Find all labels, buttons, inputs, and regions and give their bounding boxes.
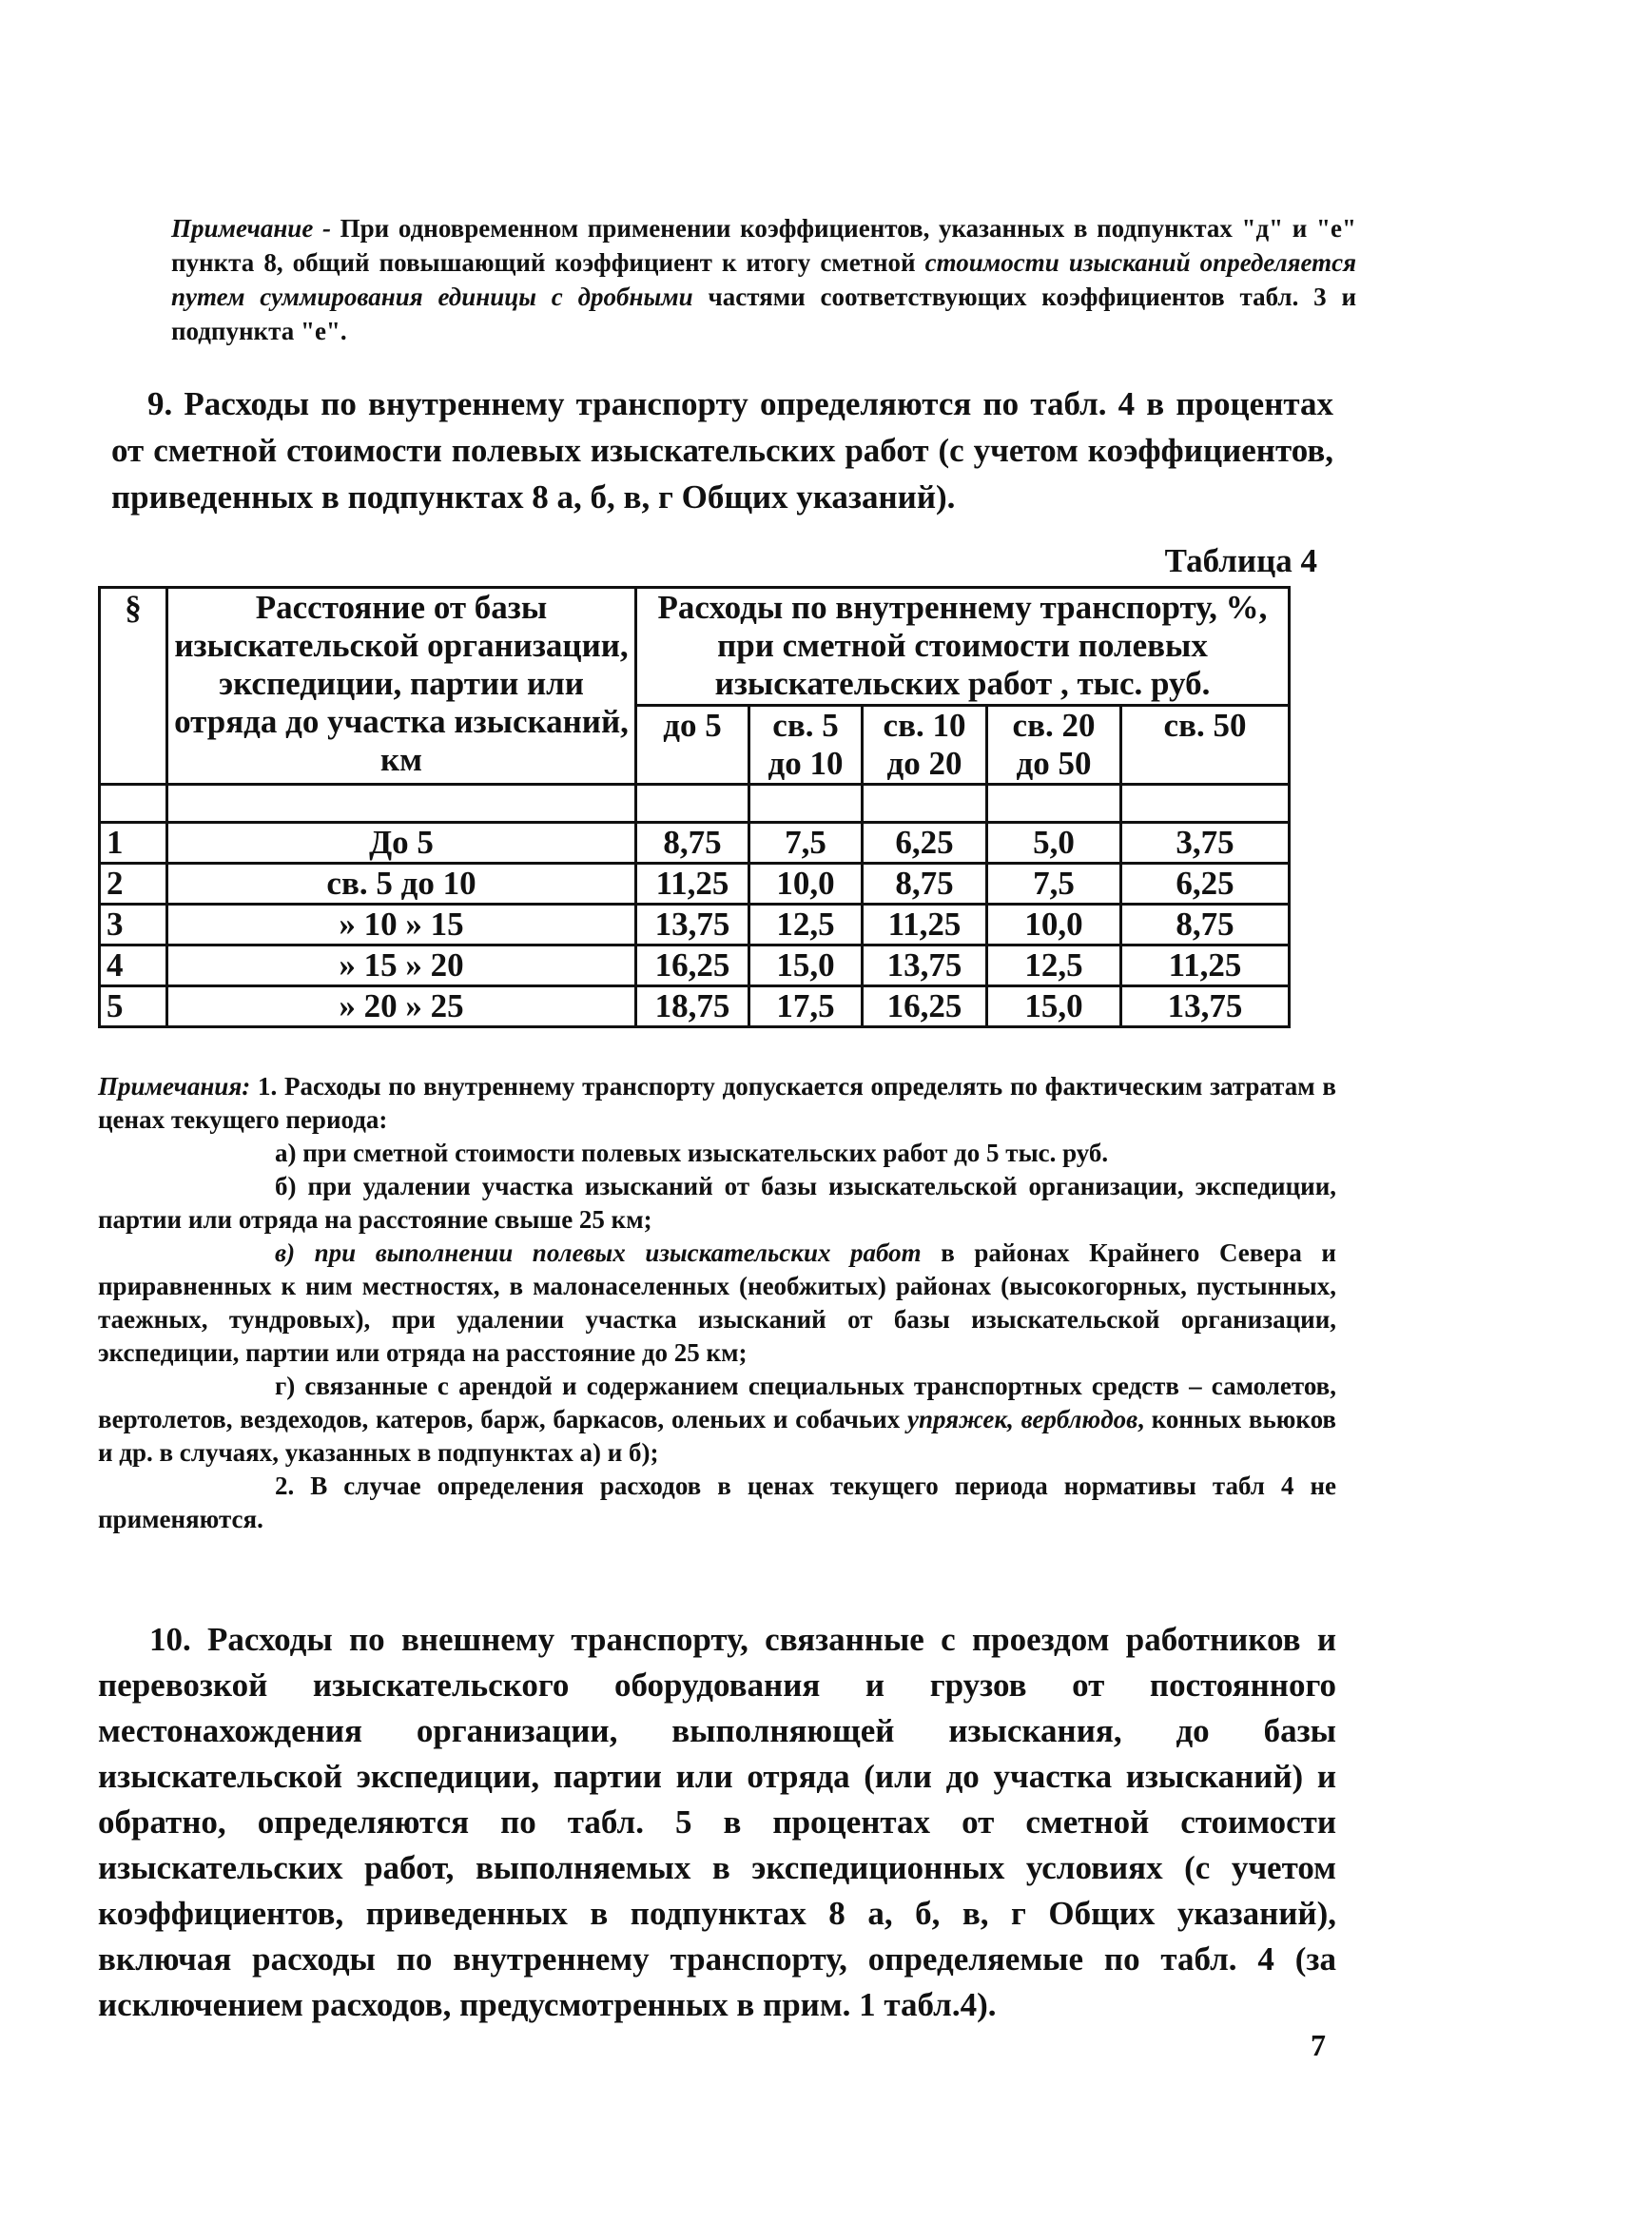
row-number: 5 [100, 986, 167, 1027]
table-row [100, 823, 1290, 864]
note-1d-text: г) связанные с арендой и содержанием специальных транспортных средств – самолетов, вертолетов, вездеходов, катеров, барж, баркасов, оленьих и собачьих [98, 1372, 1336, 1433]
note-label: Примечание - [171, 214, 331, 243]
col-costs-header: Расходы по внутреннему транспорту, %, при сметной стоимости полевых изыскательских работ , тыс. руб. [636, 588, 1290, 706]
row-value: 3,75 [1121, 823, 1290, 864]
row-number: 2 [100, 864, 167, 905]
row-value: 11,25 [863, 905, 987, 945]
notes-label: Примечания: [98, 1072, 251, 1101]
note-1a: а) при сметной стоимости полевых изыскательских работ до 5 тыс. руб. [275, 1139, 1109, 1167]
row-value: 17,5 [749, 986, 863, 1027]
subcol-header: св. 50 [1121, 706, 1290, 785]
row-value: 13,75 [863, 945, 987, 986]
row-number: 3 [100, 905, 167, 945]
note-2: 2. В случае определения расходов в ценах текущего периода нормативы табл 4 не применяются. [98, 1472, 1336, 1533]
note-1b: б) при удалении участка изысканий от базы изыскательской организации, экспедиции, партии или отряда на расстояние свыше 25 км; [98, 1172, 1336, 1234]
note-1c-text: в районах Крайнего Севера и приравненных к ним местностях, в малонаселенных (необжитых) районах (высокогорных, пустынных, таежных, тундровых), при удалении участка изысканий от базы изыскательской организации, экспедиции, партии или отряда на расстояние до 25 км; [98, 1238, 1336, 1367]
table-row [100, 945, 1290, 986]
note-top [171, 211, 1356, 348]
col-distance-header: Расстояние от базы изыскательской организации, экспедиции, партии или отряда до участка изысканий, км [167, 588, 636, 785]
note-text-b: стоимости изысканий определяется путем суммирования единицы с дробными [171, 248, 1356, 311]
note-1d-italic: упряжек, верблюдов [907, 1405, 1138, 1433]
row-distance: » 10 » 15 [167, 905, 636, 945]
table-caption: Таблица 4 [1164, 542, 1317, 579]
row-value: 6,25 [1121, 864, 1290, 905]
row-value: 8,75 [1121, 905, 1290, 945]
note-1 [98, 1070, 1336, 1137]
row-value: 13,75 [1121, 986, 1290, 1027]
table-4 [98, 586, 1291, 1028]
note-1-text: 1. Расходы по внутреннему транспорту допускается определять по фактическим затратам в ценах текущего периода: [98, 1072, 1336, 1134]
note-1c [98, 1237, 1336, 1370]
row-value: 11,25 [1121, 945, 1290, 986]
row-number: 1 [100, 823, 167, 864]
row-value: 16,25 [863, 986, 987, 1027]
paragraph-9: 9. Расходы по внутреннему транспорту определяются по табл. 4 в процентах от сметной стоимости полевых изыскательских работ (с учетом коэффициентов, приведенных в подпунктах 8 а, б, в, г Общих указаний). [111, 385, 1333, 516]
row-value: 15,0 [987, 986, 1121, 1027]
note-1c-italic: в) при выполнении полевых изыскательских работ [275, 1238, 922, 1267]
note-text-c: частями соответствующих коэффициентов табл. 3 и подпункта "е". [171, 283, 1356, 345]
row-value: 12,5 [987, 945, 1121, 986]
note-1d-end: , конных вьюков и др. в случаях, указанных в подпунктах а) и б); [98, 1405, 1336, 1467]
row-value: 10,0 [987, 905, 1121, 945]
row-value: 15,0 [749, 945, 863, 986]
row-value: 16,25 [636, 945, 749, 986]
row-value: 8,75 [863, 864, 987, 905]
row-number: 4 [100, 945, 167, 986]
row-value: 18,75 [636, 986, 749, 1027]
page-number: 7 [1311, 2028, 1326, 2062]
subcol-header: св. 10 до 20 [863, 706, 987, 785]
row-value: 12,5 [749, 905, 863, 945]
row-distance: » 15 » 20 [167, 945, 636, 986]
row-value: 10,0 [749, 864, 863, 905]
note-text-a: При одновременном применении коэффициентов, указанных в подпунктах "д" и "е" пункта 8, общий повышающий коэффициент к итогу сметной [171, 214, 1356, 277]
paragraph-10: 10. Расходы по внешнему транспорту, связанные с проездом работников и перевозкой изыскательского оборудования и грузов от постоянного местонахождения организации, выполняющей изыскания, до базы изыскательской экспедиции, партии или отряда (или до участка изысканий) и обратно, определяются по табл. 5 в процентах от сметной стоимости изыскательских работ, выполняемых в экспедиционных условиях (с учетом коэффициентов, приведенных в подпунктах 8 а, б, в, г Общих указаний), включая расходы по внутреннему транспорту, определяемые по табл. 4 (за исключением расходов, предусмотренных в прим. 1 табл.4). [98, 1621, 1336, 2023]
col-section-header: § [100, 588, 167, 785]
row-distance: св. 5 до 10 [167, 864, 636, 905]
row-distance: До 5 [167, 823, 636, 864]
table-row [100, 986, 1290, 1027]
table-row [100, 864, 1290, 905]
table-row [100, 905, 1290, 945]
row-value: 7,5 [749, 823, 863, 864]
table-notes [98, 1070, 1336, 1536]
row-value: 11,25 [636, 864, 749, 905]
row-value: 7,5 [987, 864, 1121, 905]
subcol-header: св. 20 до 50 [987, 706, 1121, 785]
row-value: 8,75 [636, 823, 749, 864]
row-value: 13,75 [636, 905, 749, 945]
row-value: 6,25 [863, 823, 987, 864]
subcol-header: св. 5 до 10 [749, 706, 863, 785]
row-value: 5,0 [987, 823, 1121, 864]
subcol-header: до 5 [636, 706, 749, 785]
table-spacer-row [100, 785, 1290, 823]
row-distance: » 20 » 25 [167, 986, 636, 1027]
note-1d [98, 1370, 1336, 1470]
